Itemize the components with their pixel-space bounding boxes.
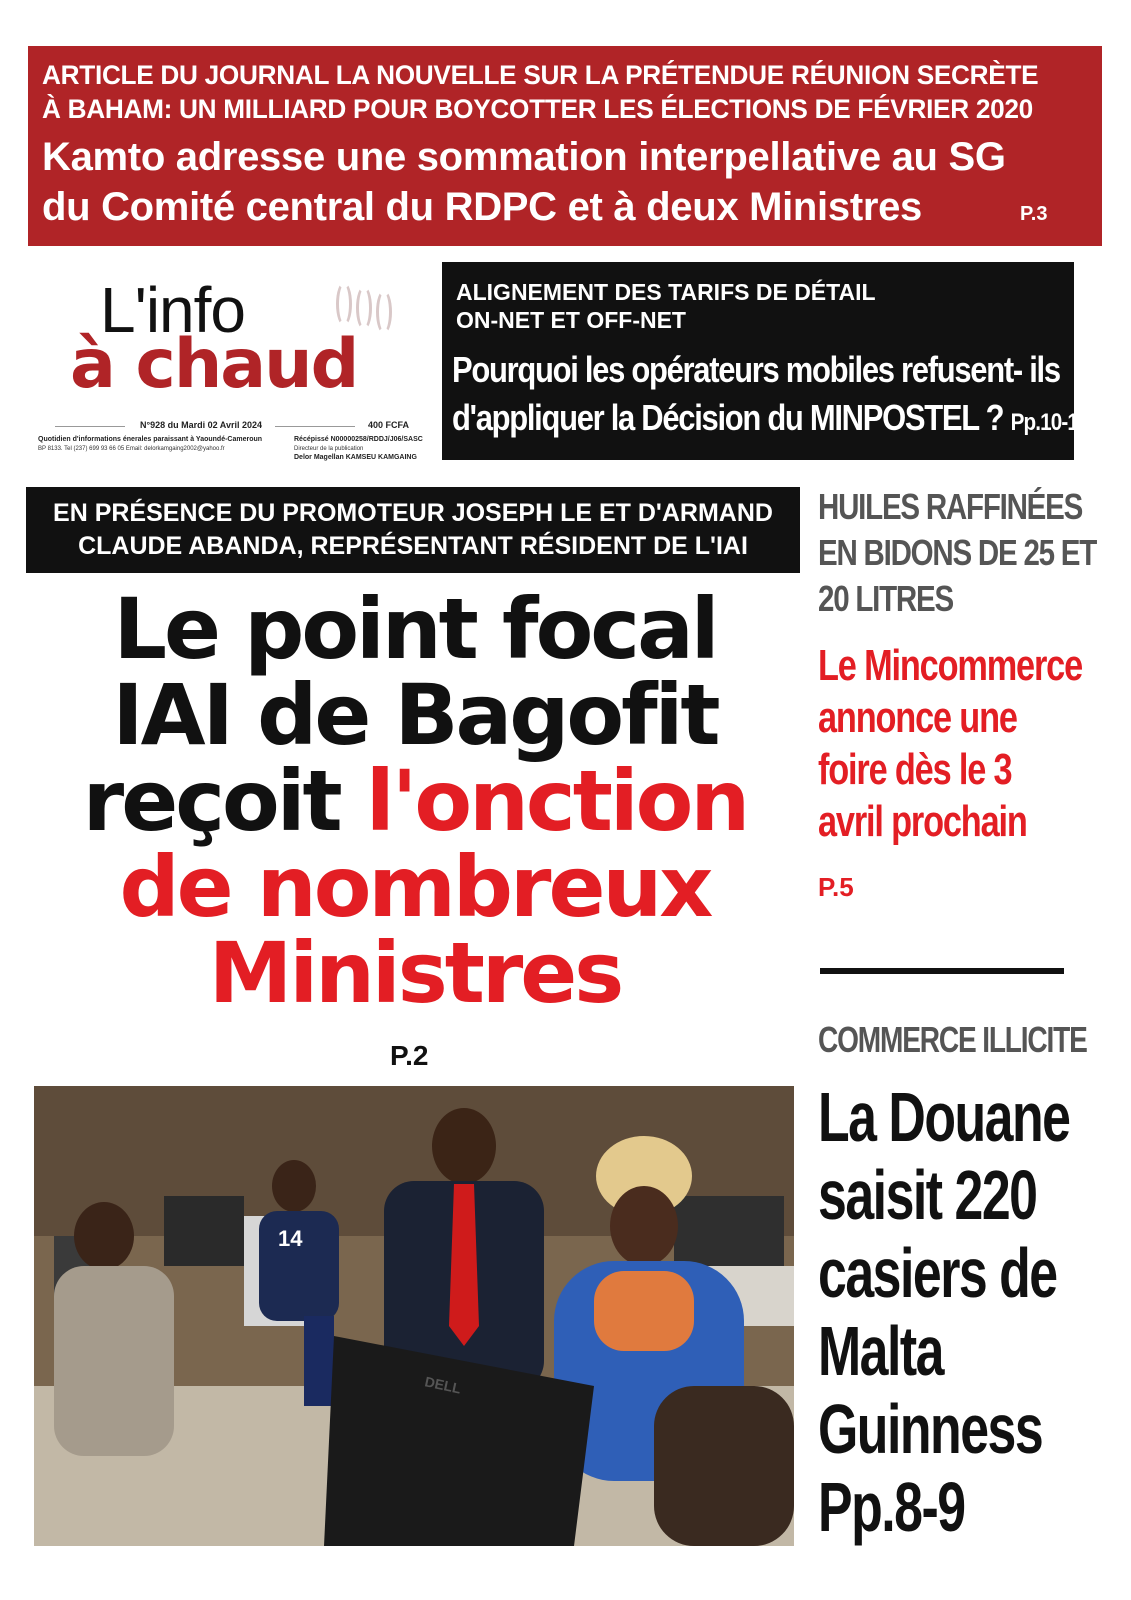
telecom-kicker-line: ALIGNEMENT DES TARIFS DE DÉTAIL — [456, 279, 876, 305]
customs-headline-line: saisit 220 — [818, 1156, 1037, 1234]
registration-receipt: Récépissé N00000258/RDDJ/J06/SASC — [294, 436, 423, 443]
customs-story-headline[interactable] — [818, 1078, 1070, 1546]
divider — [275, 426, 355, 427]
director-name: Delor Magellan KAMSEU KAMGAING — [294, 454, 417, 461]
oil-story-headline[interactable] — [818, 640, 1083, 848]
issue-number: N°928 du Mardi 02 Avril 2024 — [140, 420, 262, 430]
top-story-headline[interactable] — [42, 132, 1102, 232]
customs-headline-line: casiers de — [818, 1234, 1057, 1312]
oil-story-kicker — [818, 484, 1097, 622]
main-headline-line: Le point focal — [113, 580, 717, 678]
top-story-headline-line: du Comité central du RDPC et à deux Ministres — [42, 185, 922, 229]
main-headline-line: IAI de Bagofit — [112, 666, 718, 764]
divider — [55, 426, 125, 427]
telecom-headline-text: d'appliquer la Décision du MINPOSTEL ? — [452, 397, 1004, 438]
main-kicker-line: CLAUDE ABANDA, REPRÉSENTANT RÉSIDENT DE L'IAI — [78, 532, 748, 560]
contact-info: BP 8133. Tel (237) 699 93 66 05 Email: delorkamgaing2002@yahoo.fr — [38, 446, 225, 452]
telecom-story-page-ref: Pp.10-11 — [1010, 409, 1088, 436]
main-headline-line: de nombreux — [119, 838, 711, 936]
oil-story-page-ref: P.5 — [818, 872, 854, 902]
customs-story-page-ref: Pp.8-9 — [818, 1468, 965, 1546]
top-story-kicker — [42, 58, 1070, 126]
main-headline-black-word: reçoit — [82, 752, 340, 850]
main-headline-line — [20, 752, 810, 850]
main-headline-line: Ministres — [208, 924, 622, 1022]
main-story-page-ref: P.2 — [390, 1040, 429, 1071]
oil-kicker-line: HUILES RAFFINÉES — [818, 486, 1083, 527]
director-label: Directeur de la publication — [294, 446, 364, 452]
customs-headline-line: Malta — [818, 1312, 944, 1390]
divider — [820, 968, 1064, 974]
monitor-brand: DELL — [423, 1373, 463, 1397]
steam-icon — [356, 286, 372, 330]
customs-story-kicker: COMMERCE ILLICITE — [818, 1019, 1087, 1060]
top-story-page-ref: P.3 — [1020, 203, 1048, 225]
oil-headline-line: Le Mincommerce — [818, 641, 1083, 690]
main-story-kicker — [26, 497, 800, 563]
telecom-kicker-line: ON-NET ET OFF-NET — [456, 307, 686, 333]
steam-icon — [336, 282, 352, 326]
telecom-story-kicker — [456, 278, 1056, 334]
tagline: Quotidien d'informations énerales paraissant à Yaoundé-Cameroun — [38, 436, 263, 443]
steam-icon — [376, 290, 392, 334]
price: 400 FCFA — [368, 420, 410, 430]
main-story-headline[interactable] — [20, 580, 810, 1022]
main-story-photo — [34, 1086, 794, 1546]
main-headline-red-word: l'onction — [365, 752, 748, 850]
oil-kicker-line: 20 LITRES — [818, 578, 953, 619]
top-story-kicker-line: À BAHAM: UN MILLIARD POUR BOYCOTTER LES ÉLECTIONS DE FÉVRIER 2020 — [42, 94, 1033, 124]
telecom-headline-line — [452, 394, 1088, 447]
jersey-number: 14 — [278, 1226, 303, 1251]
top-story-kicker-line: ARTICLE DU JOURNAL LA NOUVELLE SUR LA PRÉTENDUE RÉUNION SECRÈTE — [42, 60, 1039, 90]
logo-wordmark-line1: L'info — [100, 274, 245, 346]
oil-headline-line: foire dès le 3 — [818, 745, 1012, 794]
oil-kicker-line: EN BIDONS DE 25 ET — [818, 532, 1097, 573]
top-story-headline-line: Kamto adresse une sommation interpellative au SG — [42, 135, 1006, 179]
telecom-story-headline — [452, 346, 1088, 447]
customs-headline-line: La Douane — [818, 1078, 1070, 1156]
main-kicker-line: EN PRÉSENCE DU PROMOTEUR JOSEPH LE ET D'ARMAND — [53, 499, 773, 527]
oil-headline-line: avril prochain — [818, 797, 1027, 846]
logo-wordmark-line2: à chaud — [70, 325, 358, 404]
customs-headline-line: Guinness — [818, 1390, 1043, 1468]
photo-illustration — [34, 1086, 794, 1546]
telecom-headline-line: Pourquoi les opérateurs mobiles refusent- ils — [452, 349, 1060, 390]
oil-headline-line: annonce une — [818, 693, 1017, 742]
